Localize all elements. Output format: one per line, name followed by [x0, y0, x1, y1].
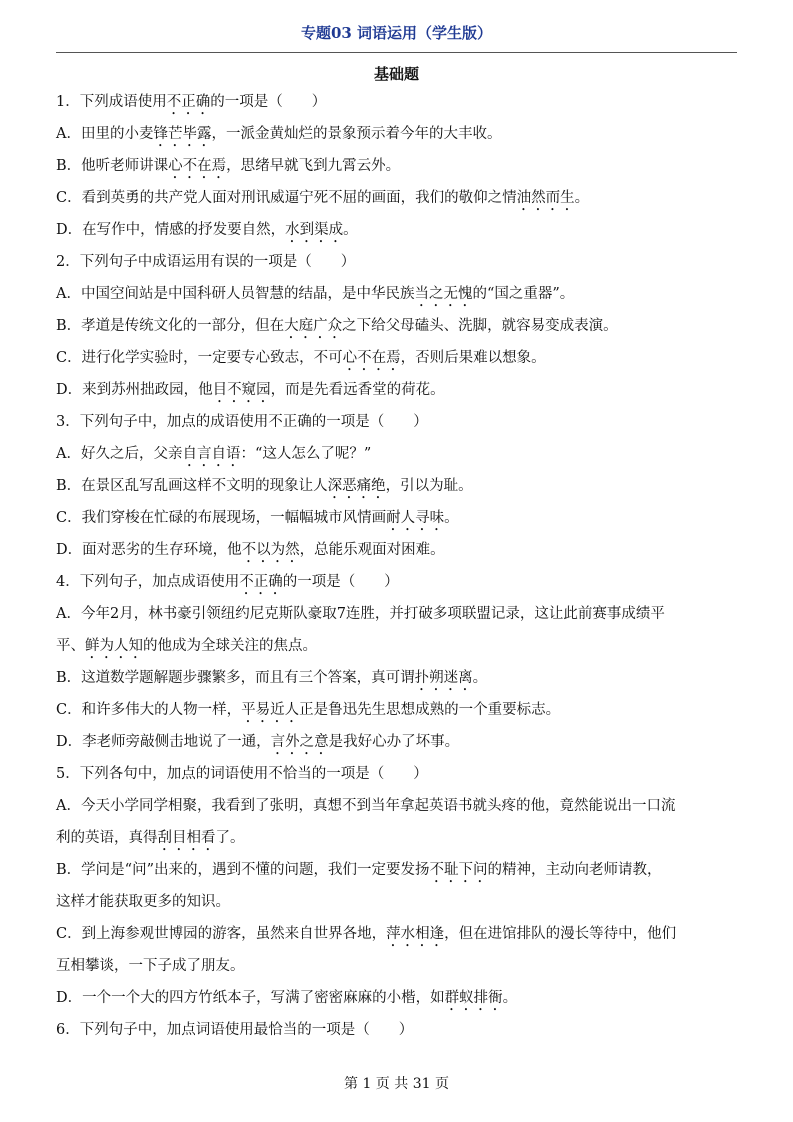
section-title: 基础题 [373, 65, 419, 83]
text-segment: C．和许多伟大的人物一样， [56, 702, 242, 718]
text-line [56, 442, 371, 470]
text-segment: ，而是先看远香堂的荷花。 [270, 382, 445, 398]
text-segment: ，但在进馆排队的漫长等待中，他们 [444, 926, 677, 942]
text-line [56, 1018, 413, 1039]
text-segment: D．来到苏州拙政园，他 [56, 382, 213, 398]
emphasized-idiom: 锋芒毕露 [153, 126, 212, 142]
emphasized-idiom: 言外之意 [270, 734, 329, 750]
page-header-title: 专题03 词语运用（学生版） [300, 24, 493, 42]
text-segment: A．田里的小麦 [56, 126, 154, 142]
text-segment: ，引以为耻。 [385, 478, 473, 494]
text-segment: 。 [502, 990, 518, 1006]
text-line [56, 922, 676, 950]
text-segment: C．到上海参观世博园的游客，虽然来自世界各地， [56, 926, 387, 942]
text-line [56, 346, 546, 374]
emphasized-idiom: 不正确 [166, 94, 211, 110]
text-line [56, 122, 501, 150]
text-segment: D．在写作中，情感的抒发要自然， [56, 222, 286, 238]
text-segment: 的一项是（ ） [282, 574, 399, 590]
text-segment: A．中国空间站是中国科研人员智慧的结晶，是中华民族 [56, 286, 415, 302]
text-line [56, 570, 399, 598]
text-segment: 的精神，主动向老师请教， [487, 862, 662, 878]
text-line [56, 698, 560, 726]
text-segment: 的一项是（ ） [210, 94, 327, 110]
emphasized-idiom: 萍水相逢 [386, 926, 445, 942]
text-segment: C．看到英勇的共产党人面对刑讯威逼宁死不屈的画面，我们的敬仰之情 [56, 190, 517, 206]
emphasized-idiom: 平易近人 [241, 702, 300, 718]
text-line [56, 730, 459, 758]
text-segment: C．我们穿梭在忙碌的布展现场，一幅幅城市风情画 [56, 510, 387, 526]
text-segment: 的他成为全球关注的焦点。 [143, 638, 317, 654]
text-segment: B．他听老师讲课 [56, 158, 169, 174]
text-line [56, 282, 574, 310]
emphasized-idiom: 扑朔迷离 [414, 670, 473, 686]
text-line [56, 666, 487, 694]
text-segment: 3．下列句子中，加点的成语使用不正确的一项是（ ） [56, 414, 428, 430]
text-segment: 。 [472, 670, 488, 686]
text-segment: 。 [574, 190, 590, 206]
text-line [56, 410, 428, 431]
emphasized-idiom: 不耻下问 [429, 862, 488, 878]
text-line [56, 634, 317, 662]
emphasized-idiom: 当之无愧 [414, 286, 473, 302]
text-line [56, 506, 459, 534]
text-line [56, 474, 473, 502]
text-segment: 利的英语，真得 [56, 830, 158, 846]
emphasized-idiom: 自言自语 [182, 446, 241, 462]
text-segment: ，一派金黄灿烂的景象预示着今年的大丰收。 [211, 126, 502, 142]
text-segment: B．学问是“问”出来的，遇到不懂的问题，我们一定要发扬 [56, 862, 430, 878]
text-line [56, 602, 665, 623]
text-line [56, 218, 358, 246]
text-segment: 是我好心办了坏事。 [328, 734, 460, 750]
text-segment: A．好久之后，父亲 [56, 446, 183, 462]
text-segment: 4．下列句子，加点成语使用 [56, 574, 240, 590]
text-segment: B．这道数学题解题步骤繁多，而且有三个答案，真可谓 [56, 670, 415, 686]
document-body [56, 62, 737, 1038]
text-segment: 了。 [215, 830, 245, 846]
emphasized-idiom: 不正确 [239, 574, 283, 590]
emphasized-idiom: 深恶痛绝 [327, 478, 386, 494]
text-line [56, 154, 400, 182]
text-line [56, 538, 445, 566]
page-footer: 第 1 页 共 31 页 [344, 1076, 449, 1092]
text-line [56, 890, 230, 911]
emphasized-idiom: 不以为然 [241, 542, 300, 558]
emphasized-idiom: 群蚁排衙 [444, 990, 503, 1006]
text-segment: 平、 [56, 638, 85, 654]
text-segment: D．面对恶劣的生存环境，他 [56, 542, 242, 558]
text-segment: 5．下列各句中，加点的词语使用不恰当的一项是（ ） [56, 766, 428, 782]
text-segment: B．孝道是传统文化的一部分，但在 [56, 318, 285, 334]
text-segment: ，总能乐观面对困难。 [299, 542, 445, 558]
text-line [56, 858, 661, 886]
text-line [56, 186, 589, 214]
text-line [56, 794, 675, 815]
text-segment: A．今天小学同学相聚，我看到了张明，真想不到当年拿起英语书就头疼的他，竟然能说出一口流 [56, 798, 676, 814]
text-segment: 这样才能获取更多的知识。 [56, 894, 230, 910]
text-line [56, 314, 618, 342]
text-line [56, 762, 428, 783]
text-segment: A．今年2月，林书豪引领纽约尼克斯队豪取7连胜，并打破多项联盟记录，这让此前赛事成绩平 [56, 606, 665, 622]
text-segment: D．一个一个大的四方竹纸本子，写满了密密麻麻的小楷，如 [56, 990, 445, 1006]
header-divider [56, 52, 737, 53]
text-segment: C．进行化学实验时，一定要专心致志，不可 [56, 350, 343, 366]
text-line [56, 986, 517, 1014]
text-segment: 1．下列成语使用 [56, 94, 167, 110]
text-segment: 2．下列句子中成语运用有误的一项是（ ） [56, 254, 356, 270]
text-line [56, 250, 355, 271]
text-line [56, 826, 245, 854]
emphasized-idiom: 鲜为人知 [85, 638, 143, 654]
emphasized-idiom: 水到渠成 [285, 222, 344, 238]
text-segment: B．在景区乱写乱画这样不文明的现象让人 [56, 478, 328, 494]
text-segment: 之下给父母磕头、洗脚，就容易变成表演。 [342, 318, 618, 334]
emphasized-idiom: 目不窥园 [212, 382, 271, 398]
text-segment: 正是鲁迅先生思想成熟的一个重要标志。 [299, 702, 561, 718]
text-segment: 。 [343, 222, 358, 238]
text-segment: ，否则后果难以想象。 [400, 350, 546, 366]
text-line [56, 90, 326, 118]
text-segment: 6．下列句子中，加点词语使用最恰当的一项是（ ） [56, 1022, 414, 1038]
emphasized-idiom: 油然而生 [516, 190, 575, 206]
text-segment: D．李老师旁敲侧击地说了一通， [56, 734, 271, 750]
emphasized-idiom: 刮目相看 [157, 830, 216, 846]
text-line [56, 954, 245, 975]
text-segment: 的“国之重器”。 [472, 286, 575, 302]
text-segment: ，思绪早就飞到九霄云外。 [226, 158, 401, 174]
text-segment: 。 [444, 510, 459, 526]
text-segment: ：“这人怎么了呢？” [240, 446, 372, 462]
emphasized-idiom: 心不在焉 [168, 158, 227, 174]
text-segment: 互相攀谈，一下子成了朋友。 [56, 958, 245, 974]
emphasized-idiom: 心不在焉 [342, 350, 401, 366]
emphasized-idiom: 耐人寻味 [386, 510, 445, 526]
text-line [56, 378, 445, 406]
emphasized-idiom: 大庭广众 [284, 318, 343, 334]
